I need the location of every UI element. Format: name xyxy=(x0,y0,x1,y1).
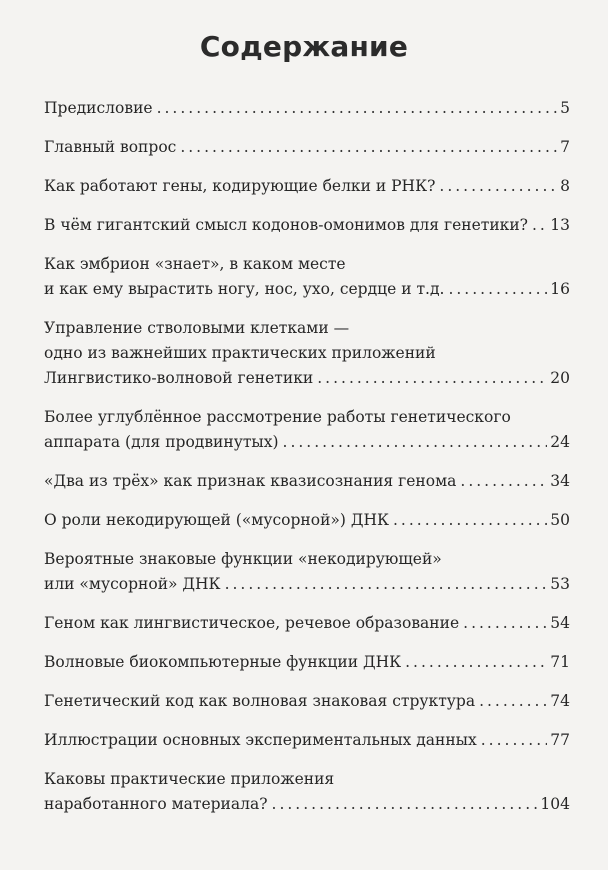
toc-entry xyxy=(44,252,570,302)
toc-entry xyxy=(44,174,570,199)
toc-page-number: 53 xyxy=(550,575,570,593)
toc-entry xyxy=(44,96,570,121)
page-title: Содержание xyxy=(199,30,409,63)
toc-entry-title-line: одно из важнейших практических приложений xyxy=(44,344,436,362)
toc-page-number: 24 xyxy=(550,433,570,451)
toc-entry xyxy=(44,508,570,533)
toc-page-number: 71 xyxy=(550,653,570,671)
toc-entry-row xyxy=(44,650,570,675)
toc-page-number: 13 xyxy=(550,216,570,234)
dot-leader xyxy=(448,277,547,302)
toc-entry xyxy=(44,213,570,238)
toc-entry xyxy=(44,405,570,455)
toc-page-number: 77 xyxy=(550,731,570,749)
toc-page-number: 5 xyxy=(560,99,570,117)
toc-entry-title-line: наработанного материала? xyxy=(44,795,268,813)
toc-entry-title-line: Каковы практические приложения xyxy=(44,770,335,788)
toc-entry-row xyxy=(44,508,570,533)
toc-entry-row xyxy=(44,366,570,391)
dot-leader xyxy=(463,611,547,636)
toc-page-number: 74 xyxy=(550,692,570,710)
toc-page-number: 34 xyxy=(550,472,570,490)
toc-entry xyxy=(44,611,570,636)
toc-entry-title-line: Более углублённое рассмотрение работы генетического xyxy=(44,408,511,426)
toc-entry-title-line: и как ему вырастить ногу, нос, ухо, сердце и т.д. xyxy=(44,280,445,298)
toc-entry-title-line: Генетический код как волновая знаковая структура xyxy=(44,692,476,710)
toc-entry-row xyxy=(44,213,570,238)
toc-entry-title-line: В чём гигантский смысл кодонов-омонимов для генетики? xyxy=(44,216,528,234)
toc-entry-row xyxy=(44,728,570,753)
dot-leader xyxy=(317,366,547,391)
toc-page-number: 7 xyxy=(560,138,570,156)
toc-entry-row xyxy=(44,689,570,714)
toc-entry-row xyxy=(44,469,570,494)
toc-page-number: 50 xyxy=(550,511,570,529)
dot-leader xyxy=(405,650,547,675)
dot-leader xyxy=(460,469,547,494)
toc-entry xyxy=(44,650,570,675)
toc-entry-title-line: Управление стволовыми клетками — xyxy=(44,319,350,337)
toc-entry-row xyxy=(44,430,570,455)
dot-leader xyxy=(481,728,548,753)
toc-entry-row xyxy=(44,135,570,160)
dot-leader xyxy=(283,430,548,455)
toc-entry xyxy=(44,547,570,597)
toc-entry-row xyxy=(44,611,570,636)
toc-entry-row xyxy=(44,277,570,302)
dot-leader xyxy=(225,572,548,597)
toc-entry-title-line: или «мусорной» ДНК xyxy=(44,575,221,593)
toc-page-number: 104 xyxy=(540,795,570,813)
toc-entry-title-line: аппарата (для продвинутых) xyxy=(44,433,279,451)
toc-page-number: 20 xyxy=(550,369,570,387)
toc-entry xyxy=(44,767,570,817)
toc-entry-title-line: Как работают гены, кодирующие белки и РНК? xyxy=(44,177,436,195)
toc-page-number: 8 xyxy=(560,177,570,195)
dot-leader xyxy=(439,174,557,199)
toc-entry xyxy=(44,316,570,391)
toc-entry xyxy=(44,469,570,494)
toc-entry-title-line: Лингвистико-волновой генетики xyxy=(44,369,314,387)
toc-entry-title-line: Как эмбрион «знает», в каком месте xyxy=(44,255,346,273)
toc-entry-title-line: Главный вопрос xyxy=(44,138,177,156)
dot-leader xyxy=(532,213,547,238)
toc-entry-title-line: Геном как лингвистическое, речевое образование xyxy=(44,614,460,632)
toc-entry-row xyxy=(44,572,570,597)
toc-entry xyxy=(44,135,570,160)
toc-entry-row xyxy=(44,96,570,121)
toc-entry-row xyxy=(44,792,570,817)
dot-leader xyxy=(180,135,557,160)
toc-page-number: 16 xyxy=(550,280,570,298)
dot-leader xyxy=(157,96,558,121)
dot-leader xyxy=(479,689,547,714)
toc-entry-title-line: «Два из трёх» как признак квазисознания генома xyxy=(44,472,457,490)
toc-entry-title-line: Вероятные знаковые функции «некодирующей» xyxy=(44,550,442,568)
toc-entry-title-line: О роли некодирующей («мусорной») ДНК xyxy=(44,511,389,529)
toc-entry xyxy=(44,728,570,753)
toc-entry-row xyxy=(44,174,570,199)
dot-leader xyxy=(393,508,547,533)
toc-page-number: 54 xyxy=(550,614,570,632)
toc-entry-title-line: Предисловие xyxy=(44,99,153,117)
toc-entry-title-line: Волновые биокомпьютерные функции ДНК xyxy=(44,653,402,671)
toc-entry xyxy=(44,689,570,714)
toc-entry-title-line: Иллюстрации основных экспериментальных данных xyxy=(44,731,477,749)
table-of-contents xyxy=(44,96,570,831)
dot-leader xyxy=(272,792,538,817)
